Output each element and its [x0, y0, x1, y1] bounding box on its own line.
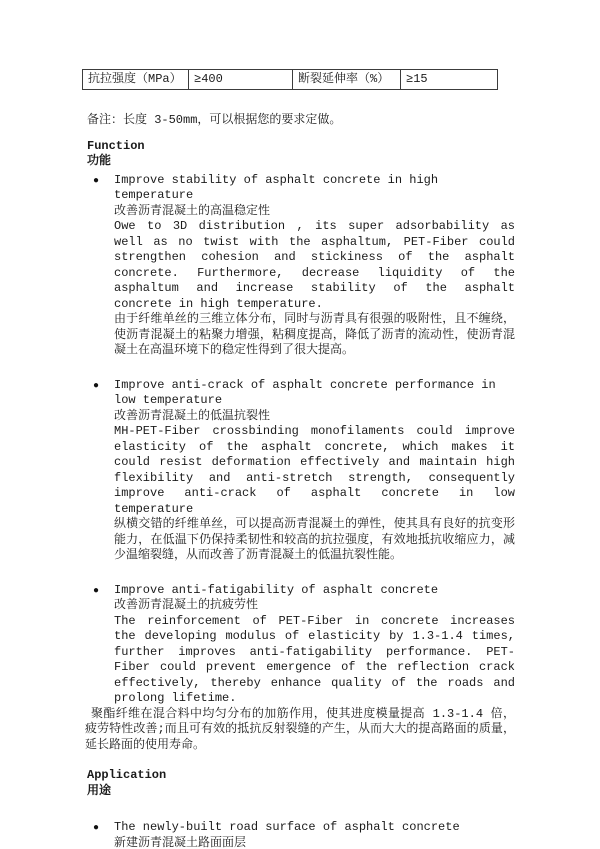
- function-item-high-temperature: [87, 173, 515, 359]
- spec-value-tensile-strength: ≥400: [189, 70, 293, 90]
- function-item-title-en: Improve anti-crack of asphalt concrete performance in low temperature: [114, 377, 496, 407]
- function-item-body-en: MH-PET-Fiber crossbinding monofilaments could improve elasticity of the asphalt concrete, which makes it could resist deformation effectively and maintain high flexibility and anti-stretch strength, consequently improve anti-crack of asphalt concrete in low temperature: [114, 424, 515, 516]
- spec-table: [82, 69, 498, 90]
- application-item-title-cn: 新建沥青混凝土路面面层: [114, 835, 247, 849]
- spec-table-row: [83, 70, 498, 90]
- spec-label-tensile-strength: 抗拉强度（MPa）: [83, 70, 189, 90]
- function-heading-en: Function: [87, 138, 145, 153]
- function-closing-paragraph-cn: 聚酯纤维在混合料中均匀分布的加筋作用，使其进度模量提高 1.3-1.4 倍，疲劳特性改善;而且可有效的抵抗反射裂缝的产生，从而大大的提高路面的质量，延长路面的使用寿命。: [85, 706, 515, 752]
- function-item-title-en: Improve stability of asphalt concrete in high temperature: [114, 172, 439, 202]
- bullet-icon: ●: [93, 823, 100, 834]
- function-section-heading: [87, 139, 515, 170]
- spec-value-elongation: ≥15: [401, 70, 498, 90]
- function-item-body-en: The reinforcement of PET-Fiber in concrete increases the developing modulus of elasticity by 1.3-1.4 times, further improves anti-fatigability performance. PET-Fiber could prevent emergence of the reflection crack effectively, thereby enhance quality of the roads and prolong lifetime.: [114, 613, 515, 705]
- function-item-title-en: Improve anti-fatigability of asphalt concrete: [114, 582, 439, 597]
- spec-label-elongation: 断裂延伸率（%）: [293, 70, 401, 90]
- function-item-title-cn: 改善沥青混凝土的高温稳定性: [114, 203, 271, 218]
- application-section-heading: [87, 768, 515, 799]
- application-item-title-en: The newly-built road surface of asphalt concrete: [114, 820, 460, 834]
- bullet-icon: ●: [93, 175, 100, 187]
- function-item-title-cn: 改善沥青混凝土的低温抗裂性: [114, 408, 271, 423]
- remark-note: 备注：长度 3-50mm，可以根据您的要求定做。: [87, 113, 342, 127]
- function-item-body-cn: 纵横交错的纤维单丝，可以提高沥青混凝土的弹性，使其具有良好的抗变形能力，在低温下仍保持柔韧性和较高的抗拉强度，有效地抵抗收缩应力，减少温缩裂缝，从而改善了沥青混凝土的低温抗裂性能。: [114, 517, 515, 562]
- function-heading-cn: 功能: [87, 154, 112, 168]
- function-item-anti-fatigability: [87, 583, 515, 707]
- application-heading-en: Application: [87, 768, 167, 782]
- function-item-low-temperature: [87, 378, 515, 564]
- function-item-body-cn: 由于纤维单丝的三维立体分布，同时与沥青具有很强的吸附性，且不缠绕，使沥青混凝土的粘聚力增强，粘稠度提高，降低了沥青的流动性，使沥青混凝土在高温环境下的稳定性得到了很大提高。: [114, 312, 515, 357]
- function-item-title-cn: 改善沥青混凝土的抗疲劳性: [114, 598, 259, 612]
- application-item-new-road: [87, 820, 515, 849]
- bullet-icon: ●: [93, 380, 100, 392]
- application-heading-cn: 用途: [87, 783, 112, 798]
- function-item-body-en: Owe to 3D distribution , its super adsorbability as well as no twist with the asphaltum, PET-Fiber could strengthen cohesion and stickiness of the asphalt concrete. Furthermore, decrease liquidity of the asphaltum and increase stability of the asphalt concrete in high temperature.: [114, 219, 515, 311]
- bullet-icon: ●: [93, 585, 100, 597]
